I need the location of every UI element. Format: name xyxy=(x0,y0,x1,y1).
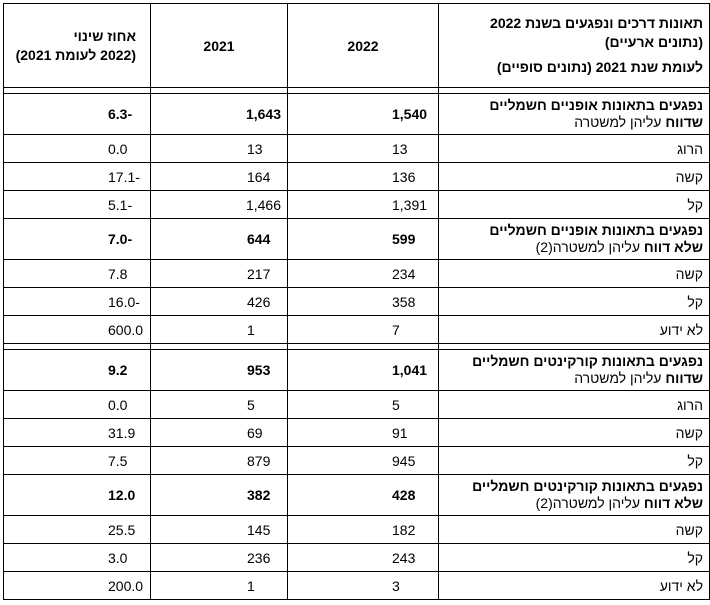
value-2022: 91 xyxy=(288,419,439,447)
title-line-3: לעומת שנת 2021 (נתונים סופיים) xyxy=(496,59,703,75)
value-2022: 13 xyxy=(288,135,439,163)
value-2022: 234 xyxy=(288,260,439,288)
value-change: 200.0 xyxy=(4,572,151,600)
row-label-bold: נפגעים בתאונות קורקינטים חשמליים xyxy=(472,353,703,369)
row-label: הרוג xyxy=(439,135,710,163)
column-header-2022: 2022 xyxy=(288,4,439,88)
table-row xyxy=(4,219,710,260)
table-row xyxy=(4,419,710,447)
row-label-bold: נפגעים בתאונות אופניים חשמליים xyxy=(489,97,703,113)
value-change: 31.9 xyxy=(4,419,151,447)
row-label xyxy=(439,475,710,516)
road-accidents-table xyxy=(3,3,710,600)
change-header-line-1: אחוז שינוי xyxy=(73,27,136,44)
row-label xyxy=(439,94,710,135)
value-change: 7.8 xyxy=(4,260,151,288)
row-label-bold-2: שלא דווח xyxy=(643,495,703,511)
value-2021: 164 xyxy=(151,163,288,191)
value-2021: 69 xyxy=(151,419,288,447)
row-label xyxy=(439,350,710,391)
column-header-change xyxy=(4,4,151,88)
value-change: 600.0 xyxy=(4,316,151,344)
title-line-1: תאונות דרכים ונפגעים בשנת 2022 xyxy=(490,15,703,31)
row-label: לא ידוע xyxy=(439,572,710,600)
table-row xyxy=(4,191,710,219)
value-2021: 13 xyxy=(151,135,288,163)
table-row xyxy=(4,516,710,544)
row-label-normal: עליהן למשטרה(2) xyxy=(535,239,644,255)
table-row xyxy=(4,447,710,475)
value-2022: 358 xyxy=(288,288,439,316)
value-change: 0.0 xyxy=(4,135,151,163)
row-label: קל xyxy=(439,447,710,475)
value-2021: 1 xyxy=(151,316,288,344)
value-change: -7.0 xyxy=(4,219,151,260)
table-row xyxy=(4,544,710,572)
table-row xyxy=(4,350,710,391)
value-2022: 136 xyxy=(288,163,439,191)
table-row xyxy=(4,288,710,316)
value-change: 7.5 xyxy=(4,447,151,475)
value-2021: 236 xyxy=(151,544,288,572)
value-2022: 7 xyxy=(288,316,439,344)
row-label: קשה xyxy=(439,516,710,544)
value-2022: 945 xyxy=(288,447,439,475)
row-label-bold: נפגעים בתאונות אופניים חשמליים xyxy=(489,222,703,238)
table-row xyxy=(4,572,710,600)
table-row xyxy=(4,260,710,288)
value-2021: 5 xyxy=(151,391,288,419)
value-change: 3.0 xyxy=(4,544,151,572)
value-2022: 428 xyxy=(288,475,439,516)
row-label: קל xyxy=(439,544,710,572)
table-row xyxy=(4,475,710,516)
value-2021: 1,643 xyxy=(151,94,288,135)
row-label: קל xyxy=(439,191,710,219)
table-row xyxy=(4,316,710,344)
table-row xyxy=(4,94,710,135)
table-row xyxy=(4,135,710,163)
row-label-bold-2: שדווח xyxy=(665,114,703,130)
value-2022: 182 xyxy=(288,516,439,544)
value-2021: 879 xyxy=(151,447,288,475)
value-change: -17.1 xyxy=(4,163,151,191)
value-change: 9.2 xyxy=(4,350,151,391)
header-row xyxy=(4,4,710,88)
value-2022: 1,041 xyxy=(288,350,439,391)
value-change: 12.0 xyxy=(4,475,151,516)
row-label xyxy=(439,219,710,260)
table-row xyxy=(4,391,710,419)
value-change: -6.3 xyxy=(4,94,151,135)
column-header-2021: 2021 xyxy=(151,4,288,88)
value-change: -5.1 xyxy=(4,191,151,219)
table-row xyxy=(4,163,710,191)
row-label: קשה xyxy=(439,163,710,191)
value-2021: 1 xyxy=(151,572,288,600)
row-label-normal: עליהן למשטרה xyxy=(574,114,666,130)
change-header-line-2: (2022 לעומת 2021) xyxy=(15,46,136,63)
row-label: קשה xyxy=(439,419,710,447)
value-2021: 644 xyxy=(151,219,288,260)
title-line-2: (נתונים ארעיים) xyxy=(604,34,703,50)
row-label-bold-2: שלא דווח xyxy=(643,239,703,255)
value-change: 0.0 xyxy=(4,391,151,419)
value-2021: 953 xyxy=(151,350,288,391)
value-2022: 1,391 xyxy=(288,191,439,219)
stats-table-wrapper xyxy=(3,3,710,600)
value-2022: 1,540 xyxy=(288,94,439,135)
value-2022: 3 xyxy=(288,572,439,600)
row-label: לא ידוע xyxy=(439,316,710,344)
value-2021: 217 xyxy=(151,260,288,288)
value-2021: 145 xyxy=(151,516,288,544)
row-label-bold-2: שדווח xyxy=(665,370,703,386)
value-2022: 599 xyxy=(288,219,439,260)
row-label-normal: עליהן למשטרה xyxy=(574,370,666,386)
value-2022: 5 xyxy=(288,391,439,419)
row-label-normal: עליהן למשטרה(2) xyxy=(535,495,644,511)
value-2021: 382 xyxy=(151,475,288,516)
value-2021: 426 xyxy=(151,288,288,316)
value-2021: 1,466 xyxy=(151,191,288,219)
row-label: הרוג xyxy=(439,391,710,419)
row-label: קל xyxy=(439,288,710,316)
value-change: 25.5 xyxy=(4,516,151,544)
value-change: -16.0 xyxy=(4,288,151,316)
table-title xyxy=(439,4,710,88)
row-label: קשה xyxy=(439,260,710,288)
row-label-bold: נפגעים בתאונות קורקינטים חשמליים xyxy=(472,478,703,494)
value-2022: 243 xyxy=(288,544,439,572)
